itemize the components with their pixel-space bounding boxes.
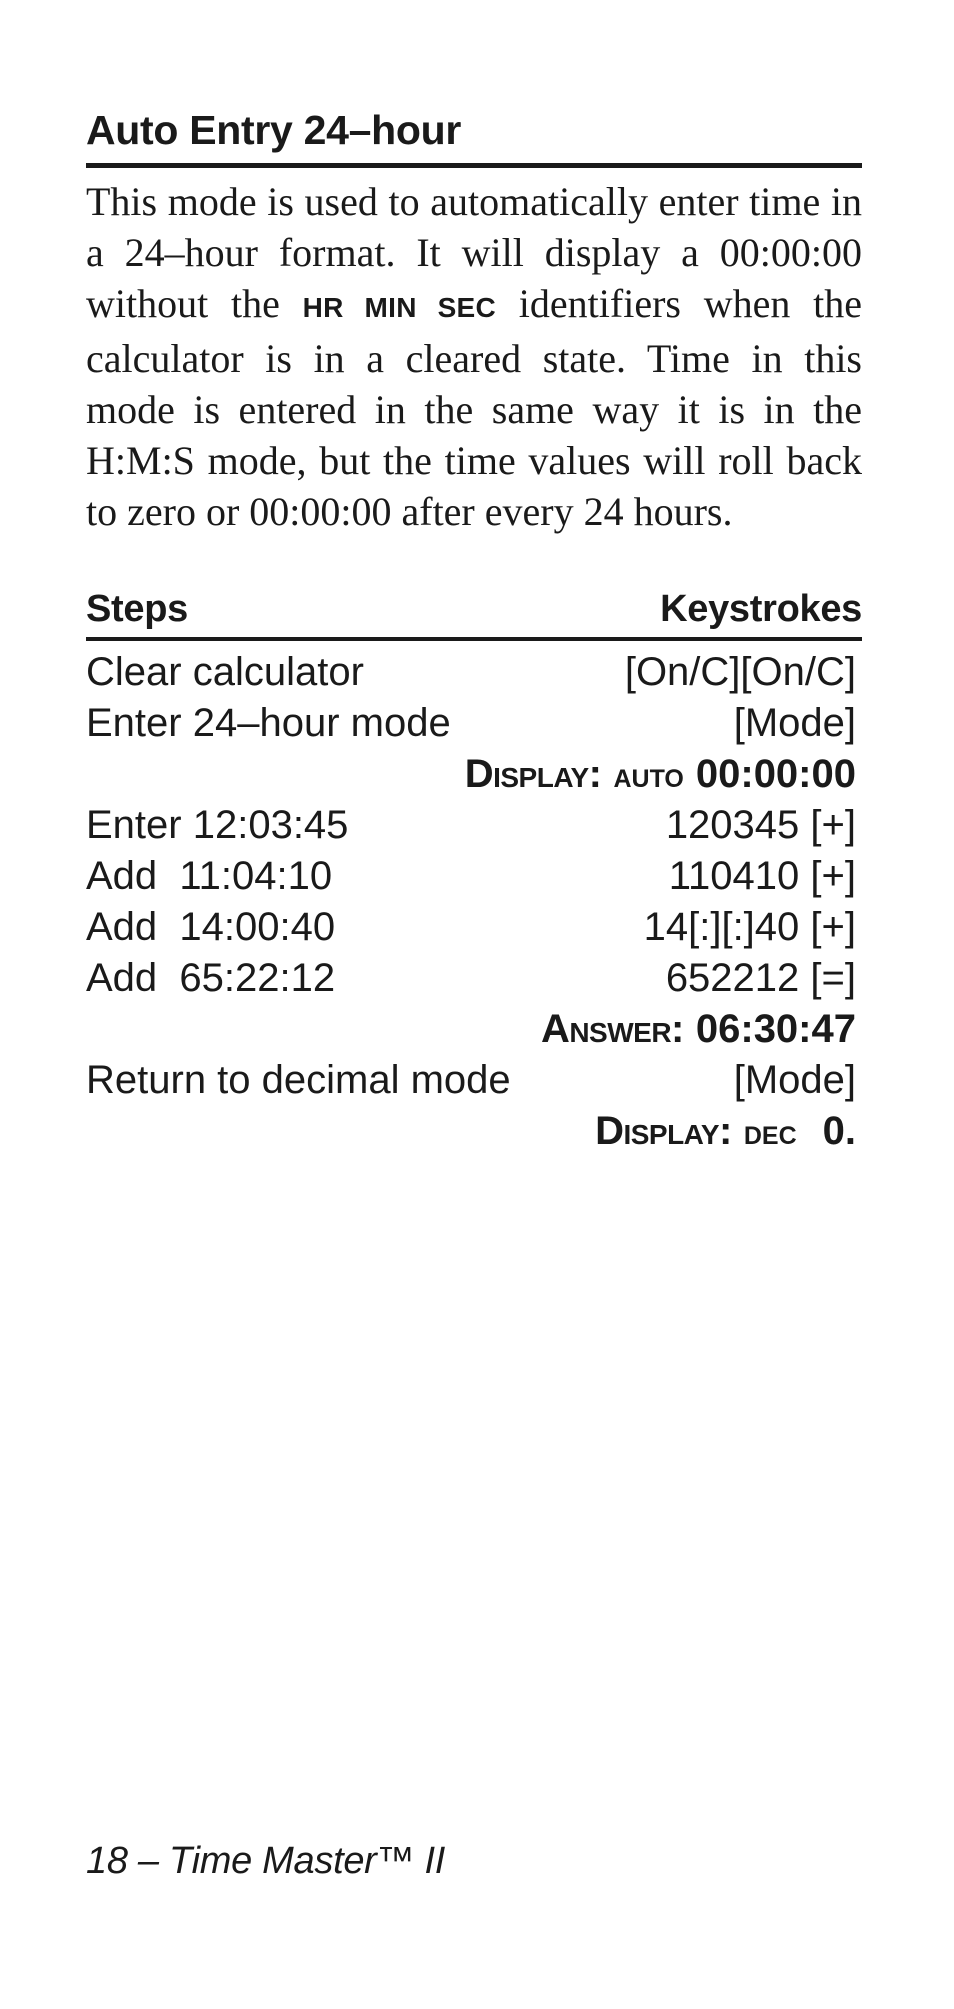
keystroke-text: [On/C][On/C] — [624, 649, 856, 694]
display-mode: auto — [613, 753, 684, 795]
intro-text-part1: This mode is used to automatically enter time in a 24–hour format. It will display a 00:00:00 without the — [86, 179, 862, 327]
step-text: Add 14:00:40 — [86, 904, 336, 949]
table-row — [86, 902, 862, 953]
page-footer: 18 – Time Master™ II — [86, 1840, 445, 1882]
keystroke-text: 110410 [+] — [668, 853, 856, 898]
display-result-dec — [86, 1106, 862, 1157]
manual-page — [86, 108, 862, 1157]
keystroke-text: 652212 [=] — [665, 955, 856, 1000]
header-keystrokes: Keystrokes — [660, 588, 862, 631]
display-label: Display: — [595, 1108, 732, 1153]
step-text: Add 65:22:12 — [86, 955, 336, 1000]
table-row — [86, 851, 862, 902]
intro-paragraph — [86, 176, 862, 537]
step-text: Clear calculator — [86, 649, 364, 694]
answer-value: 06:30:47 — [695, 1006, 856, 1051]
keystroke-text: [Mode] — [733, 1057, 856, 1102]
table-row — [86, 800, 862, 851]
display-result-auto — [86, 749, 862, 800]
answer-result — [86, 1004, 862, 1055]
step-text: Enter 12:03:45 — [86, 802, 349, 847]
step-text: Return to decimal mode — [86, 1057, 511, 1102]
display-label: Display: — [464, 751, 602, 796]
step-text: Add 11:04:10 — [86, 853, 333, 898]
keystroke-text: [Mode] — [733, 700, 856, 745]
display-value: 0. — [822, 1108, 856, 1153]
steps-table — [86, 589, 862, 1157]
display-mode: dec — [743, 1110, 797, 1152]
table-row — [86, 698, 862, 749]
section-title: Auto Entry 24–hour — [86, 108, 862, 168]
identifiers-label: HR MIN SEC — [302, 292, 497, 324]
answer-label: Answer: — [540, 1006, 684, 1051]
table-row — [86, 953, 862, 1004]
intro-text-part2: identifiers when the calculator is in a cleared state. Time in this mode is entered in the same way it is in the H:M:S mode, but the time values will roll back to zero or 00:00:00 after every 24 hours. — [86, 281, 862, 535]
table-row — [86, 647, 862, 698]
header-steps: Steps — [86, 588, 188, 631]
display-value: 00:00:00 — [695, 751, 856, 796]
keystroke-text: 120345 [+] — [665, 802, 856, 847]
step-text: Enter 24–hour mode — [86, 700, 451, 745]
table-row — [86, 1055, 862, 1106]
steps-table-header — [86, 589, 862, 641]
keystroke-text: 14[:][:]40 [+] — [643, 904, 856, 949]
